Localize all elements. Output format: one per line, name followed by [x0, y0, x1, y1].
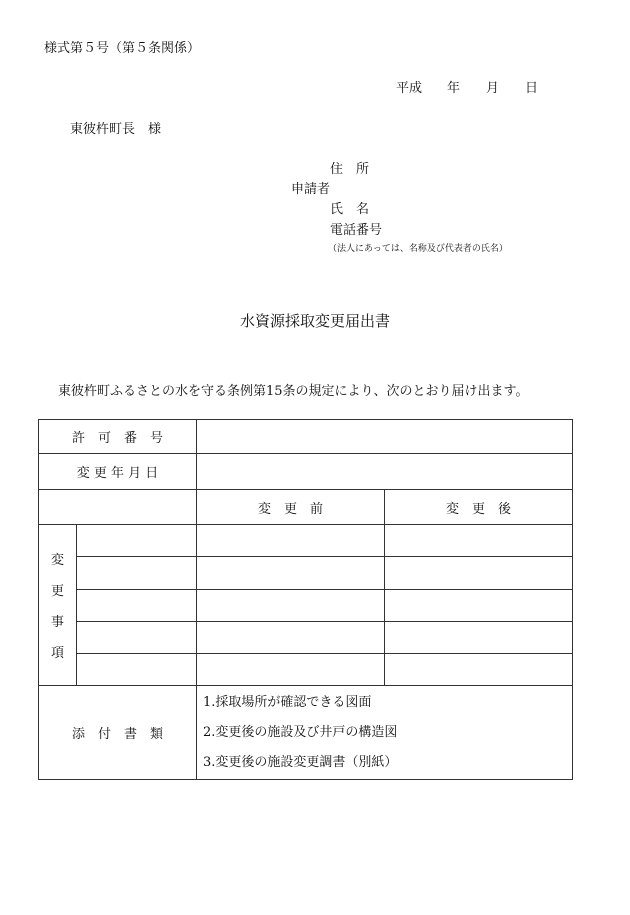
- change-item-cell[interactable]: [77, 654, 197, 686]
- change-date-label: 変 更 年 月 日: [39, 454, 197, 490]
- change-items-label: [39, 525, 77, 686]
- change-item-row: [39, 654, 573, 686]
- change-item-cell[interactable]: [77, 622, 197, 654]
- attachments-label: 添 付 書 類: [39, 686, 197, 780]
- attachments-list: [197, 686, 573, 780]
- after-change-cell[interactable]: [385, 557, 573, 590]
- body-text: 東彼杵町ふるさとの水を守る条例第15条の規定により、次のとおり届け出ます。: [58, 384, 529, 399]
- date-month: 月: [486, 81, 500, 96]
- change-items-char: 変: [50, 553, 64, 568]
- name-label: 氏 名: [330, 202, 370, 217]
- after-change-cell[interactable]: [385, 622, 573, 654]
- after-change-cell[interactable]: [385, 654, 573, 686]
- before-change-cell[interactable]: [197, 525, 385, 557]
- after-change-cell[interactable]: [385, 525, 573, 557]
- change-item-row: [39, 622, 573, 654]
- corporate-note: （法人にあっては、名称及び代表者の氏名）: [328, 244, 508, 254]
- after-change-cell[interactable]: [385, 590, 573, 622]
- change-item-cell[interactable]: [77, 590, 197, 622]
- permit-number-field[interactable]: [197, 420, 573, 454]
- change-item-row: [39, 557, 573, 590]
- change-item-cell[interactable]: [77, 525, 197, 557]
- date-day: 日: [525, 81, 539, 96]
- before-change-header: 変 更 前: [197, 490, 385, 525]
- after-change-header: 変 更 後: [385, 490, 573, 525]
- address-label: 住 所: [330, 162, 370, 177]
- phone-label: 電話番号: [330, 223, 383, 238]
- form-number: 様式第５号（第５条関係）: [44, 41, 201, 56]
- applicant-label: 申請者: [291, 182, 331, 197]
- change-items-char: 事: [50, 615, 64, 630]
- date-year: 年: [447, 81, 461, 96]
- change-item-row: [39, 590, 573, 622]
- change-item-row: [39, 525, 573, 557]
- date-era: 平成: [396, 81, 423, 96]
- change-item-cell[interactable]: [77, 557, 197, 590]
- before-change-cell[interactable]: [197, 590, 385, 622]
- before-change-cell[interactable]: [197, 622, 385, 654]
- change-date-field[interactable]: [197, 454, 573, 490]
- before-change-cell[interactable]: [197, 557, 385, 590]
- attachment-item: 3.変更後の施設変更調書（別紙）: [203, 754, 398, 770]
- before-change-cell[interactable]: [197, 654, 385, 686]
- change-form-table: [38, 419, 573, 780]
- document-title: 水資源採取変更届出書: [239, 312, 390, 330]
- header-blank-cell: [39, 490, 197, 525]
- change-items-char: 更: [50, 584, 64, 599]
- attachment-item: 1.採取場所が確認できる図面: [203, 694, 372, 710]
- attachment-item: 2.変更後の施設及び井戸の構造図: [203, 724, 398, 740]
- change-items-char: 項: [50, 646, 64, 661]
- recipient: 東彼杵町長 様: [70, 122, 162, 137]
- permit-number-label: 許 可 番 号: [39, 420, 197, 454]
